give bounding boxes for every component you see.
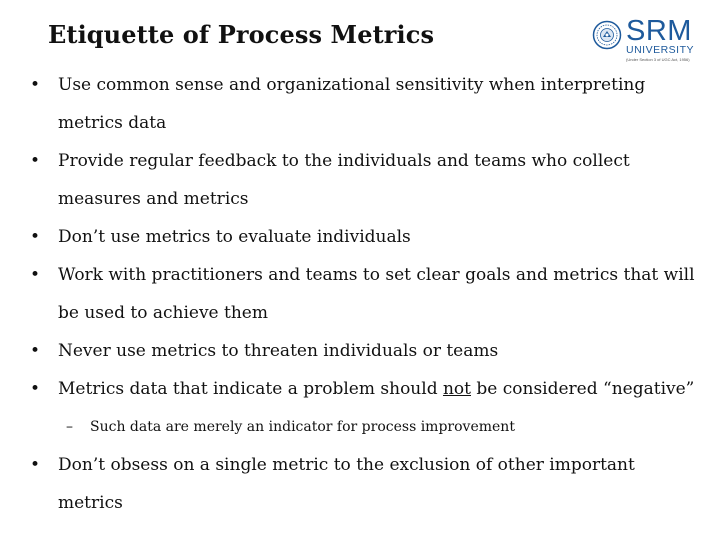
bullet-item <box>30 446 700 522</box>
bullet-dot: • <box>30 379 41 399</box>
bullet-dot: • <box>30 151 41 171</box>
bullet-dot: • <box>30 455 41 475</box>
bullet-item <box>30 66 700 142</box>
bullet-text: Don’t use metrics to evaluate individuals <box>58 227 411 247</box>
bullet-text: Provide regular feedback to the individuals and teams who collect measures and metrics <box>58 151 630 209</box>
bullet-text: Never use metrics to threaten individuals or teams <box>58 341 499 361</box>
bullet-text: Use common sense and organizational sensitivity when interpreting metrics data <box>58 75 646 133</box>
bullet-dot: • <box>30 265 41 285</box>
bullet-list <box>30 66 700 522</box>
logo-wordmark: SRM <box>626 15 692 47</box>
sub-bullet-text: Such data are merely an indicator for process improvement <box>90 419 515 435</box>
bullet-dot: • <box>30 341 41 361</box>
bullet-text-post: be considered “negative” <box>471 379 695 399</box>
bullet-text-pre: Metrics data that indicate a problem should <box>58 379 443 399</box>
university-seal-icon <box>592 20 622 50</box>
bullet-item <box>30 256 700 332</box>
bullet-text: Work with practitioners and teams to set clear goals and metrics that will be used to achieve them <box>58 265 695 323</box>
bullet-item <box>30 218 700 256</box>
logo-tagline: (Under Section 3 of UGC Act, 1956) <box>626 57 690 62</box>
sub-bullet-dash: – <box>66 419 73 435</box>
slide-title: Etiquette of Process Metrics <box>48 20 435 49</box>
bullet-dot: • <box>30 75 41 95</box>
bullet-dot: • <box>30 227 41 247</box>
bullet-underlined-word: not <box>442 379 471 399</box>
bullet-text: Don’t obsess on a single metric to the exclusion of other important metrics <box>58 455 635 513</box>
bullet-item <box>30 142 700 218</box>
sub-bullet-item <box>30 408 700 446</box>
bullet-item <box>30 332 700 370</box>
bullet-item <box>30 370 700 408</box>
logo-subtitle: UNIVERSITY <box>626 44 695 56</box>
srm-university-logo <box>592 15 695 63</box>
